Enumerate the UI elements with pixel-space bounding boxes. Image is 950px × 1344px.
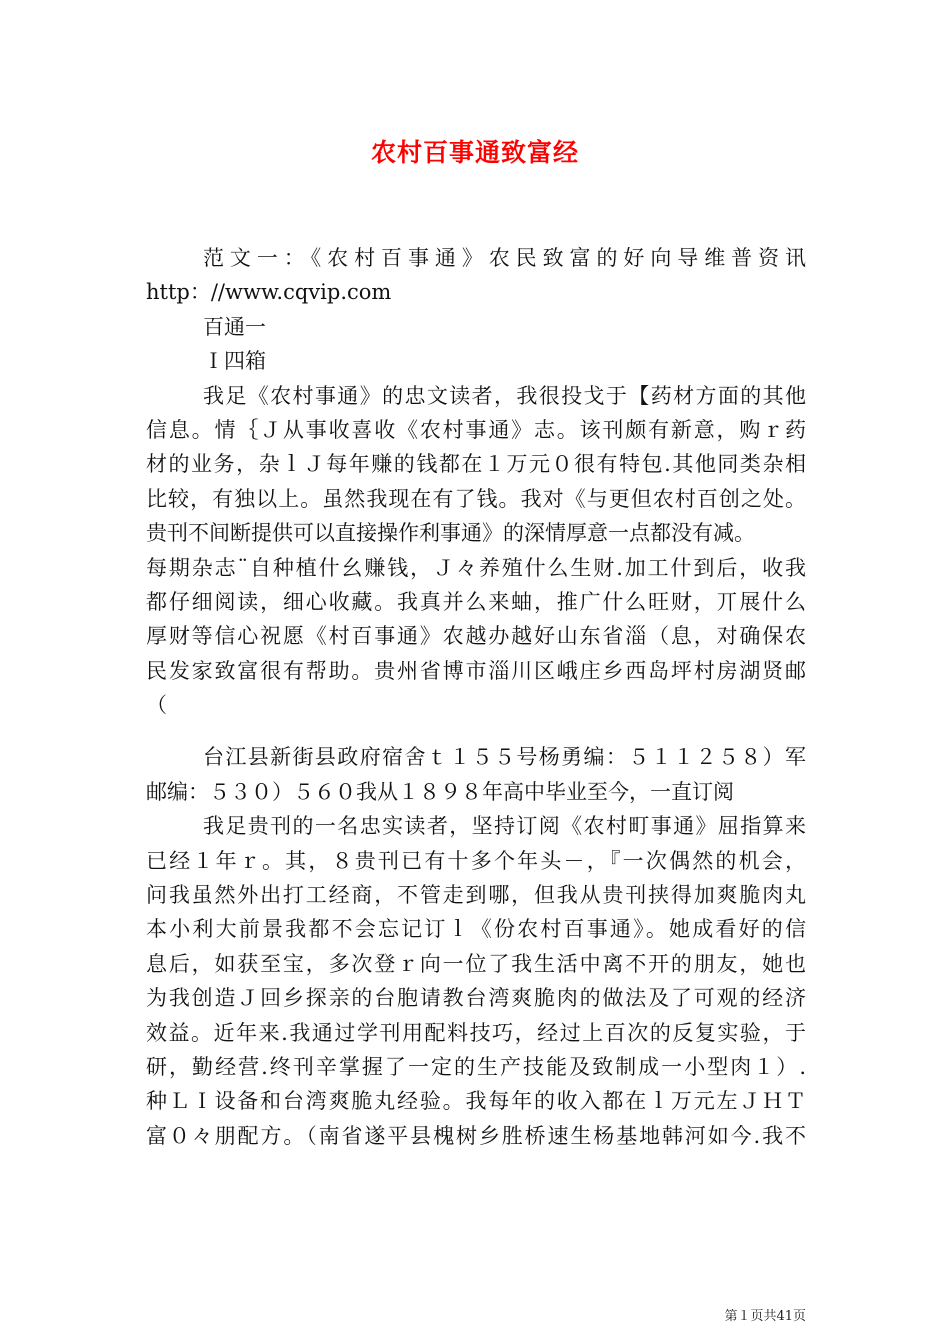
text-line: 为我创造Ｊ回乡探亲的台胞请教台湾爽脆肉的做法及了可观的经济 <box>146 986 806 1011</box>
text-line: 种ＬＩ设备和台湾爽脆丸经验。我每年的收入都在ｌ万元左ＪＨＴ <box>146 1089 806 1114</box>
text-line: 研，勤经营.终刊辛掌握了一定的生产技能及致制成一小型肉１）. <box>146 1054 806 1079</box>
text-line: 我足贵刊的一名忠实读者，坚持订阅《农村町事通》屈指算来 <box>203 814 806 839</box>
text-line: 民发家致富很有帮助。贵州省博市淄川区峨庄乡西岛坪村房湖贤邮 <box>146 658 806 683</box>
text-line: 每期杂志¨自种植什幺赚钱，Ｊ々养殖什么生财.加工什到后，收我 <box>146 555 806 580</box>
text-line: 都仔细阅读，细心收藏。我真并么来蚰，推广什么旺财，丌展什么 <box>146 589 806 614</box>
text-line: 富０々朋配方。（南省遂平县槐树乡胜桥速生杨基地韩河如今.我不 <box>146 1123 806 1148</box>
text-line: 贵刊不间断提供可以直接操作利事通》的深情厚意一点都没有减。 <box>146 521 755 546</box>
document-title: 农村百事通致富经 <box>370 138 579 167</box>
text-line: http：//www.cqvip.com <box>146 280 392 305</box>
paragraph-gap <box>146 722 806 740</box>
text-line: 我足《农村事通》的忠文读者，我很投戈于【药材方面的其他 <box>203 383 806 408</box>
text-line: Ｉ四箱 <box>203 349 266 374</box>
text-line: 百通一 <box>203 314 266 339</box>
text-line: 已经１年ｒ。其，８贵刊已有十多个年头－，『一次偶然的机会， <box>146 848 806 873</box>
text-line: 台江县新街县政府宿舍ｔ１５５号杨勇编：５１１２５８）军 <box>203 745 806 770</box>
text-line: （ <box>146 693 167 718</box>
page-footer: 第１页共41页 <box>724 1309 806 1324</box>
text-line: 厚财等信心祝愿《村百事通》农越办越好山东省淄（息，对确保农 <box>146 624 806 649</box>
text-line: 信息。情｛Ｊ从事收喜收《农村事通》志。该刊颇有新意，购ｒ药 <box>146 417 806 442</box>
text-line: 问我虽然外出打工经商，不管走到哪，但我从贵刊挟得加爽脆肉丸 <box>146 883 806 908</box>
text-line: 邮编：５３０）５６０我从１８９８年高中毕业至今，一直订阅 <box>146 779 734 804</box>
text-line: 息后，如获至宝，多次登ｒ向一位了我生活中离不开的朋友，她也 <box>146 951 806 976</box>
text-line: 范文一：《农村百事通》农民致富的好向导维普资讯 <box>203 246 806 270</box>
text-line: 本小利大前景我都不会忘记订ｌ《份农村百事通》。她成看好的信 <box>146 917 806 942</box>
text-line: 比较，有独以上。虽然我现在有了钱。我对《与更但农村百创之处。 <box>146 486 806 511</box>
text-line: 效益。近年来.我通过学刊用配料技巧，经过上百次的反复实验，于 <box>146 1020 806 1045</box>
text-line: 材的业务，杂ｌＪ每年赚的钱都在１万元０很有特包.其他同类杂相 <box>146 452 806 477</box>
document-body <box>146 241 806 1153</box>
